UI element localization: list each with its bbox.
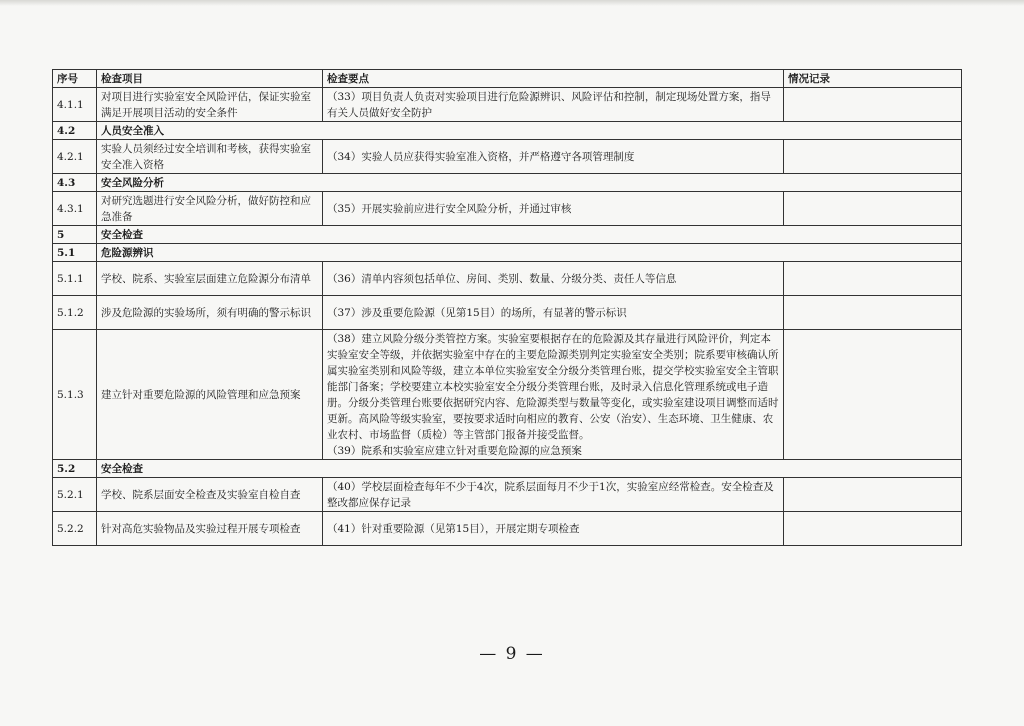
record-cell [784, 296, 962, 330]
record-cell [784, 330, 962, 460]
record-cell [784, 140, 962, 174]
check-point: （37）涉及重要危险源（见第15目）的场所，有显著的警示标识 [323, 296, 784, 330]
check-item: 针对高危实验物品及实验过程开展专项检查 [97, 512, 323, 546]
check-item: 涉及危险源的实验场所，须有明确的警示标识 [97, 296, 323, 330]
row-number: 5.2.1 [53, 478, 97, 512]
header-record: 情况记录 [784, 70, 962, 88]
record-cell [784, 512, 962, 546]
table-row [53, 192, 962, 226]
row-number: 5.1.3 [53, 330, 97, 460]
check-point: （34）实验人员应获得实验室准入资格，并严格遵守各项管理制度 [323, 140, 784, 174]
table-row [53, 262, 962, 296]
inspection-table [52, 69, 962, 546]
check-item: 对研究选题进行安全风险分析，做好防控和应急准备 [97, 192, 323, 226]
row-number: 5.1.1 [53, 262, 97, 296]
table-row [53, 478, 962, 512]
section-row [53, 460, 962, 478]
page-number: — 9 — [479, 644, 545, 664]
table-row [53, 140, 962, 174]
record-cell [784, 478, 962, 512]
section-number: 5 [53, 226, 97, 244]
table-row [53, 512, 962, 546]
table-row [53, 330, 962, 460]
section-number: 5.2 [53, 460, 97, 478]
row-number: 4.1.1 [53, 88, 97, 122]
check-point: （41）针对重要险源（见第15目），开展定期专项检查 [323, 512, 784, 546]
check-point: （33）项目负责人负责对实验项目进行危险源辨识、风险评估和控制，制定现场处置方案，指导有关人员做好安全防护 [323, 88, 784, 122]
check-point: （36）清单内容须包括单位、房间、类别、数量、分级分类、责任人等信息 [323, 262, 784, 296]
table-header-row [53, 70, 962, 88]
check-point [323, 330, 784, 460]
header-num: 序号 [53, 70, 97, 88]
row-number: 4.2.1 [53, 140, 97, 174]
check-item: 建立针对重要危险源的风险管理和应急预案 [97, 330, 323, 460]
table-row [53, 88, 962, 122]
section-title: 危险源辨识 [97, 244, 962, 262]
section-row [53, 244, 962, 262]
check-item: 实验人员须经过安全培训和考核，获得实验室安全准入资格 [97, 140, 323, 174]
section-title: 安全检查 [97, 226, 962, 244]
section-row [53, 226, 962, 244]
check-item: 学校、院系层面安全检查及实验室自检自查 [97, 478, 323, 512]
header-point: 检查要点 [323, 70, 784, 88]
row-number: 5.2.2 [53, 512, 97, 546]
section-title: 人员安全准入 [97, 122, 962, 140]
record-cell [784, 192, 962, 226]
header-item: 检查项目 [97, 70, 323, 88]
section-title: 安全风险分析 [97, 174, 962, 192]
check-item: 对项目进行实验室安全风险评估，保证实验室满足开展项目活动的安全条件 [97, 88, 323, 122]
check-item: 学校、院系、实验室层面建立危险源分布清单 [97, 262, 323, 296]
section-title: 安全检查 [97, 460, 962, 478]
check-point-38: （38）建立风险分级分类管控方案。实验室要根据存在的危险源及其存量进行风险评价，判定本实验室安全等级，并依据实验室中存在的主要危险源类别判定实验室安全类别；院系要审核确认所属实验室类别和风险等级，建立本单位实验室安全分级分类管理台账，提交学校实验室安全主管职能部门备案；学校要建立本校实验室安全分级分类管理台账，及时录入信息化管理系统或电子造册。分级分类管理台账要依据研究内容、危险源类型与数量等变化，或实验室建设项目调整而适时更新。高风险等级实验室，要按要求适时向相应的教育、公安（治安）、生态环境、卫生健康、农业农村、市场监督（质检）等主管部门报备并接受监督。 [327, 333, 779, 441]
record-cell [784, 262, 962, 296]
check-point: （35）开展实验前应进行安全风险分析，并通过审核 [323, 192, 784, 226]
record-cell [784, 88, 962, 122]
section-number: 5.1 [53, 244, 97, 262]
row-number: 5.1.2 [53, 296, 97, 330]
check-point-39: （39）院系和实验室应建立针对重要危险源的应急预案 [327, 445, 582, 457]
section-number: 4.3 [53, 174, 97, 192]
check-point: （40）学校层面检查每年不少于4次，院系层面每月不少于1次，实验室应经常检查。安全检查及整改都应保存记录 [323, 478, 784, 512]
row-number: 4.3.1 [53, 192, 97, 226]
section-row [53, 122, 962, 140]
table-row [53, 296, 962, 330]
scan-edge [0, 0, 1024, 6]
section-number: 4.2 [53, 122, 97, 140]
section-row [53, 174, 962, 192]
